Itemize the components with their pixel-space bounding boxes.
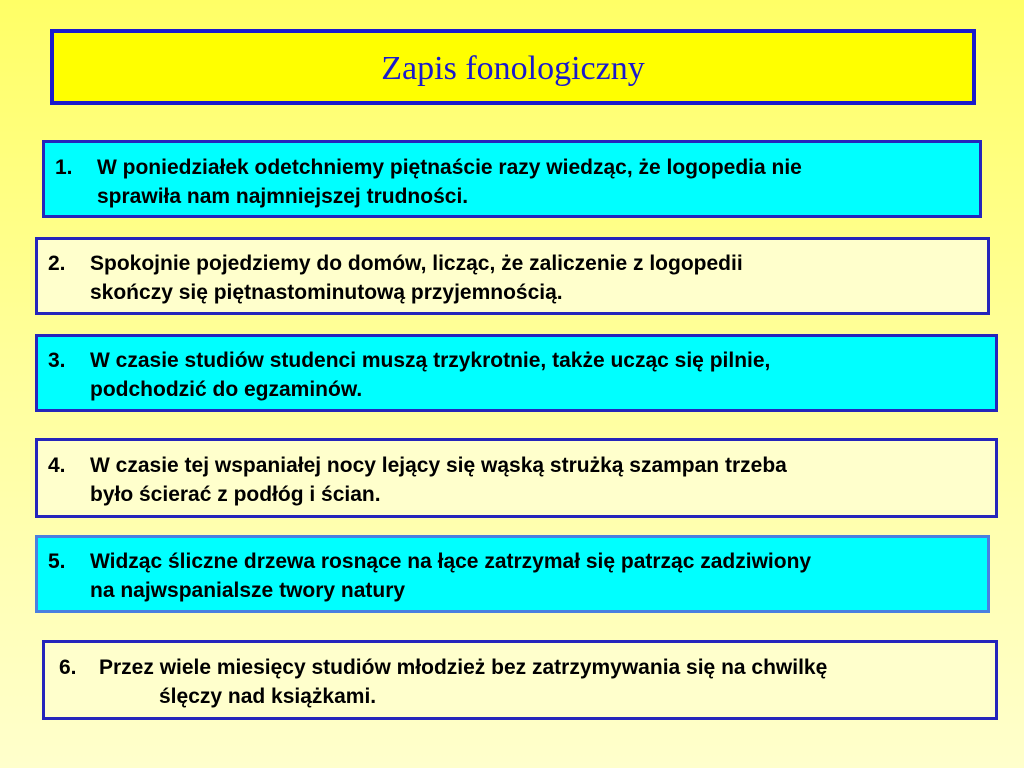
item-text xyxy=(99,653,985,711)
item-text xyxy=(90,249,977,307)
item-text xyxy=(90,547,977,605)
title-box xyxy=(50,29,976,105)
item-number: 2. xyxy=(48,252,66,275)
item-text-line-2: było ścierać z podłóg i ścian. xyxy=(90,483,381,506)
list-item-5 xyxy=(35,535,990,613)
item-text-line-2: podchodzić do egzaminów. xyxy=(90,378,363,401)
item-text-line-1: Widząc śliczne drzewa rosnące na łące zatrzymał się patrząc zadziwiony xyxy=(90,550,812,573)
item-text-line-1: Spokojnie pojedziemy do domów, licząc, że zaliczenie z logopedii xyxy=(90,252,743,275)
item-text xyxy=(90,451,985,509)
item-text-line-1: Przez wiele miesięcy studiów młodzież bez zatrzymywania się na chwilkę xyxy=(99,656,828,679)
item-text-line-2: skończy się piętnastominutową przyjemnością. xyxy=(90,281,563,304)
item-text-line-1: W czasie studiów studenci muszą trzykrotnie, także ucząc się pilnie, xyxy=(90,349,771,372)
item-text-line-1: W poniedziałek odetchniemy piętnaście razy wiedząc, że logopedia nie xyxy=(97,156,802,179)
item-text xyxy=(90,346,985,404)
list-item-6 xyxy=(42,640,998,720)
item-number: 1. xyxy=(55,156,73,179)
item-text-line-2: ślęczy nad książkami. xyxy=(159,685,377,708)
item-text xyxy=(97,153,969,211)
item-number: 4. xyxy=(48,454,66,477)
item-text-line-1: W czasie tej wspaniałej nocy lejący się wąską strużką szampan trzeba xyxy=(90,454,787,477)
list-item-2 xyxy=(35,237,990,315)
list-item-4 xyxy=(35,438,998,518)
item-text-line-2: sprawiła nam najmniejszej trudności. xyxy=(97,185,469,208)
item-number: 3. xyxy=(48,349,66,372)
item-text-line-2: na najwspanialsze twory natury xyxy=(90,579,406,602)
list-item-3 xyxy=(35,334,998,412)
list-item-1 xyxy=(42,140,982,218)
slide-title: Zapis fonologiczny xyxy=(381,50,645,87)
item-number: 6. xyxy=(59,656,77,679)
item-number: 5. xyxy=(48,550,66,573)
